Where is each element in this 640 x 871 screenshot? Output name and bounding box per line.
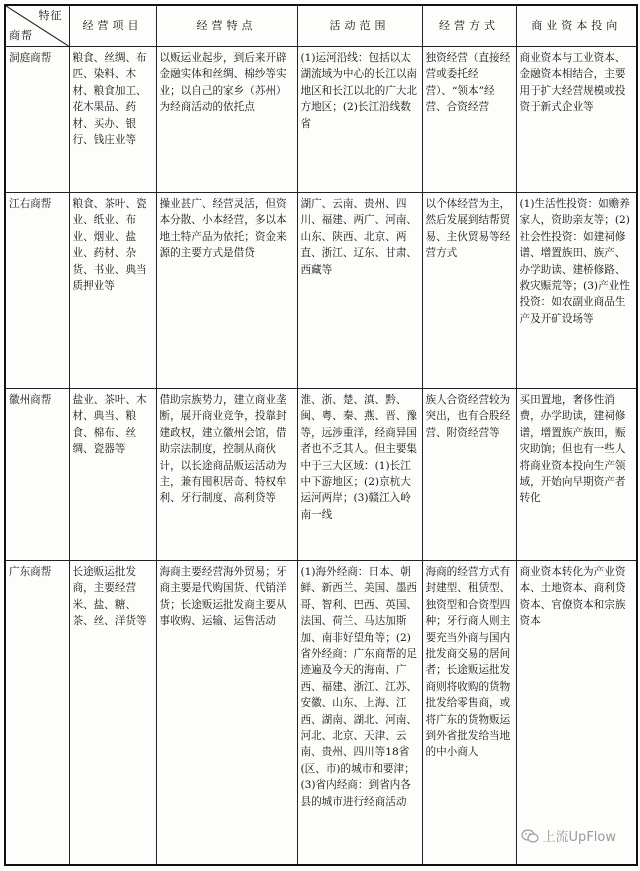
wechat-icon — [521, 829, 539, 843]
header-business-mode: 经营方式 — [422, 5, 516, 47]
corner-header — [5, 5, 69, 47]
table-cell: (1)运河沿线：包括以太湖流域为中心的长江以南地区和长江以北的广大北方地区；(2)长江沿线数省 — [297, 47, 422, 193]
table-row — [5, 561, 637, 866]
table-cell: 淮、浙、楚、滇、黔、闽、粤、秦、燕、晋、豫等，远涉重洋，经商异国者也不乏其人。但主要集中于三大区域：(1)长江中下游地区；(2)京杭大运河两岸；(3)赣江入岭南一线 — [297, 389, 422, 561]
table-cell: 海商的经营方式有封建型、租赁型、独资型和合资型四种；牙行商人则主要充当外商与国内批发商交易的居间者；长途贩运批发商则将收购的货物批发给零售商，或将广东的货物贩运到外省批发给当地的中小商人 — [422, 561, 516, 866]
table-cell: 以个体经营为主，然后发展到结帮贸易、主伙贸易等经营方式 — [422, 193, 516, 389]
table-cell: 借助宗族势力，建立商业垄断，展开商业竞争，投靠封建政权，建立徽州会馆，借助宗法制度，控制从商伙计，以长途商品贩运活动为主，兼有囤积居奇、特权牟利、牙行制度、高利贷等 — [156, 389, 297, 561]
table-cell: 海商主要经营海外贸易；牙商主要是代购国货、代销洋货；长途贩运批发商主要从事收购、运输、运售活动 — [156, 561, 297, 866]
merchant-groups-table — [4, 4, 638, 866]
table-cell: 族人合资经营较为突出，也有合股经营、附资经营等 — [422, 389, 516, 561]
corner-label-feature: 特征 — [38, 9, 63, 22]
table-cell: 粮食、丝绸、布匹、染料、木材、粮食加工、花木果品、药材、买办、银行、钱庄业等 — [69, 47, 156, 193]
table-cell: (1)生活性投资：如赡养家人，资助亲友等；(2)社会性投资：如建祠修谱、增置族田、族产、办学助读、建桥修路、救灾赈荒等；(3)产业性投资：如农副业商品生产及开矿设场等 — [516, 193, 637, 389]
corner-label-group: 商帮 — [9, 28, 33, 42]
table-cell: (1)海外经商：日本、朝鲜、新西兰、美国、墨西哥、智利、巴西、英国、法国、荷兰、马达加斯加、南非好望角等；(2)省外经商：广东商帮的足迹遍及今天的海南、广西、福建、浙江、江苏、安徽、山东、上海、江西、湖南、湖北、河南、河北、北京、天津、云南、贵州、四川等18省(区、市)的城市和要津；(3)省内经商：到省内各县的城市进行经商活动 — [297, 561, 422, 866]
table-cell: 独资经营（直接经营或委托经营）、“领本”经营、合资经营 — [422, 47, 516, 193]
table-row — [5, 47, 637, 193]
table-row — [5, 389, 637, 561]
table-cell: 长途贩运批发商，主要经营米、盐、糖、茶、丝、洋货等 — [69, 561, 156, 866]
table-cell: 商业资本与工业资本、金融资本相结合，主要用于扩大经营规模或投资于新式企业等 — [516, 47, 637, 193]
table-cell: 以贩运业起步，到后来开辟金融实体和丝绸、棉纱等实业；以自己的家乡（苏州）为经商活动的依托点 — [156, 47, 297, 193]
header-business-features: 经营特点 — [156, 5, 297, 47]
table-cell: 商业资本转化为产业资本、土地资本、商利贷资本、官僚资本和宗族资本 — [516, 561, 637, 866]
table-cell: 盐业、茶叶、木材、典当、粮食、棉布、丝绸、瓷器等 — [69, 389, 156, 561]
table-cell: 买田置地，奢侈性消费，办学助读，建祠修谱，增置族产族田，赈灾助饷；但也有一些人将商业资本投向生产领域，开始向早期资产者转化 — [516, 389, 637, 561]
watermark-text: 上流UpFlow — [542, 830, 616, 845]
watermark — [519, 826, 618, 845]
table-row — [5, 193, 637, 389]
header-activity-scope: 活动范围 — [297, 5, 422, 47]
row-header-guangdong: 广东商帮 — [5, 561, 69, 866]
row-header-dongting: 洞庭商帮 — [5, 47, 69, 193]
table-cell: 操业甚广、经营灵活，但资本分散、小本经营，多以本地土特产品为依托；资金来源的主要方式是借贷 — [156, 193, 297, 389]
table-cell: 湖广、云南、贵州、四川、福建、两广、河南、山东、陕西、北京、两直、浙江、辽东、甘肃、西藏等 — [297, 193, 422, 389]
row-header-huizhou: 徽州商帮 — [5, 389, 69, 561]
header-row — [5, 5, 637, 47]
row-header-jiangyou: 江右商帮 — [5, 193, 69, 389]
table-cell: 粮食、茶叶、瓷业、纸业、布业、烟业、盐业、药材、杂货、书业、典当质押业等 — [69, 193, 156, 389]
header-business-items: 经营项目 — [69, 5, 156, 47]
header-capital-investment: 商业资本投向 — [516, 5, 637, 47]
